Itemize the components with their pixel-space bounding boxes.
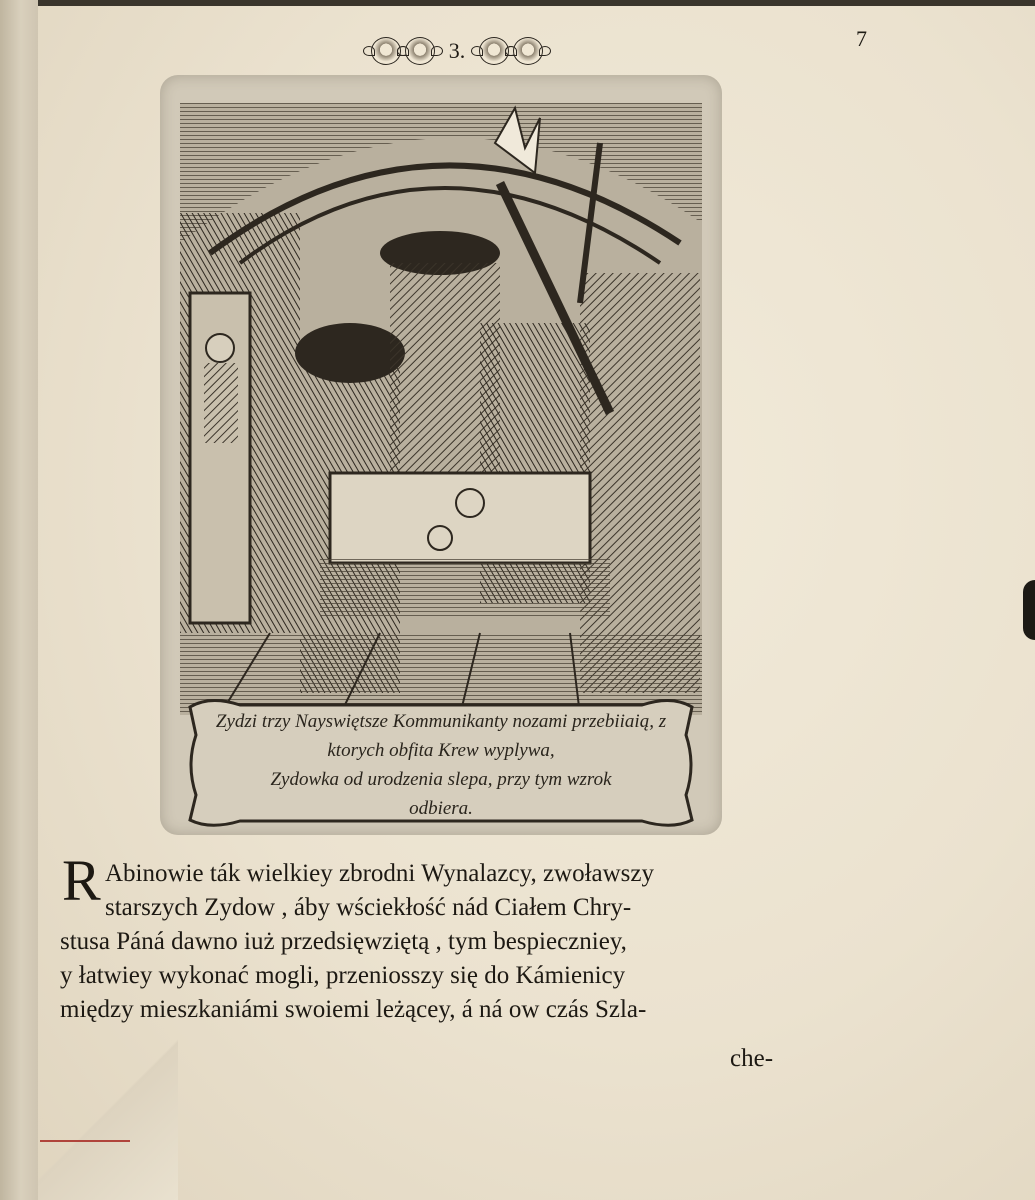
page-corner-fold	[38, 1030, 178, 1200]
text-line: stusa Páná dawno iuż przedsięwziętą , tym bespieczniey,	[60, 928, 627, 955]
page-number: 7	[856, 26, 867, 51]
signature-mark: 3.	[448, 38, 466, 63]
text-line: starszych Zydow , áby wściekłość nád Ciałem Chry-	[105, 894, 632, 921]
cherub-icon	[405, 37, 435, 65]
caption-line: Zydowka od urodzenia slepa, przy tym wzrok	[270, 769, 612, 790]
catchword: che-	[730, 1045, 774, 1072]
book-spine	[0, 0, 39, 1200]
caption-line: Zydzi trzy Nayswiętsze Kommunikanty nozami przebiiaią, z ktorych obfita Krew wyplywa,	[215, 711, 667, 761]
red-thread	[40, 1140, 130, 1142]
engraving-image	[180, 103, 702, 715]
page-top-edge	[38, 0, 1035, 6]
text-line: y łatwiey wykonać mogli, przeniosszy się do Kámienicy	[60, 962, 626, 989]
text-line: między mieszkaniámi swoiemi leżącey, á ná ow czás Szla-	[60, 996, 647, 1023]
caption-line: odbiera.	[409, 798, 473, 819]
page-edge-notch	[1023, 580, 1035, 640]
engraving-caption	[200, 707, 682, 823]
drop-cap-letter: R	[62, 848, 101, 913]
page-header-ornament	[352, 34, 562, 68]
engraving-plate	[160, 75, 722, 835]
text-line: Abinowie ták wielkiey zbrodni Wynalazcy, zwoławszy	[105, 860, 655, 887]
cherub-icon	[513, 37, 543, 65]
